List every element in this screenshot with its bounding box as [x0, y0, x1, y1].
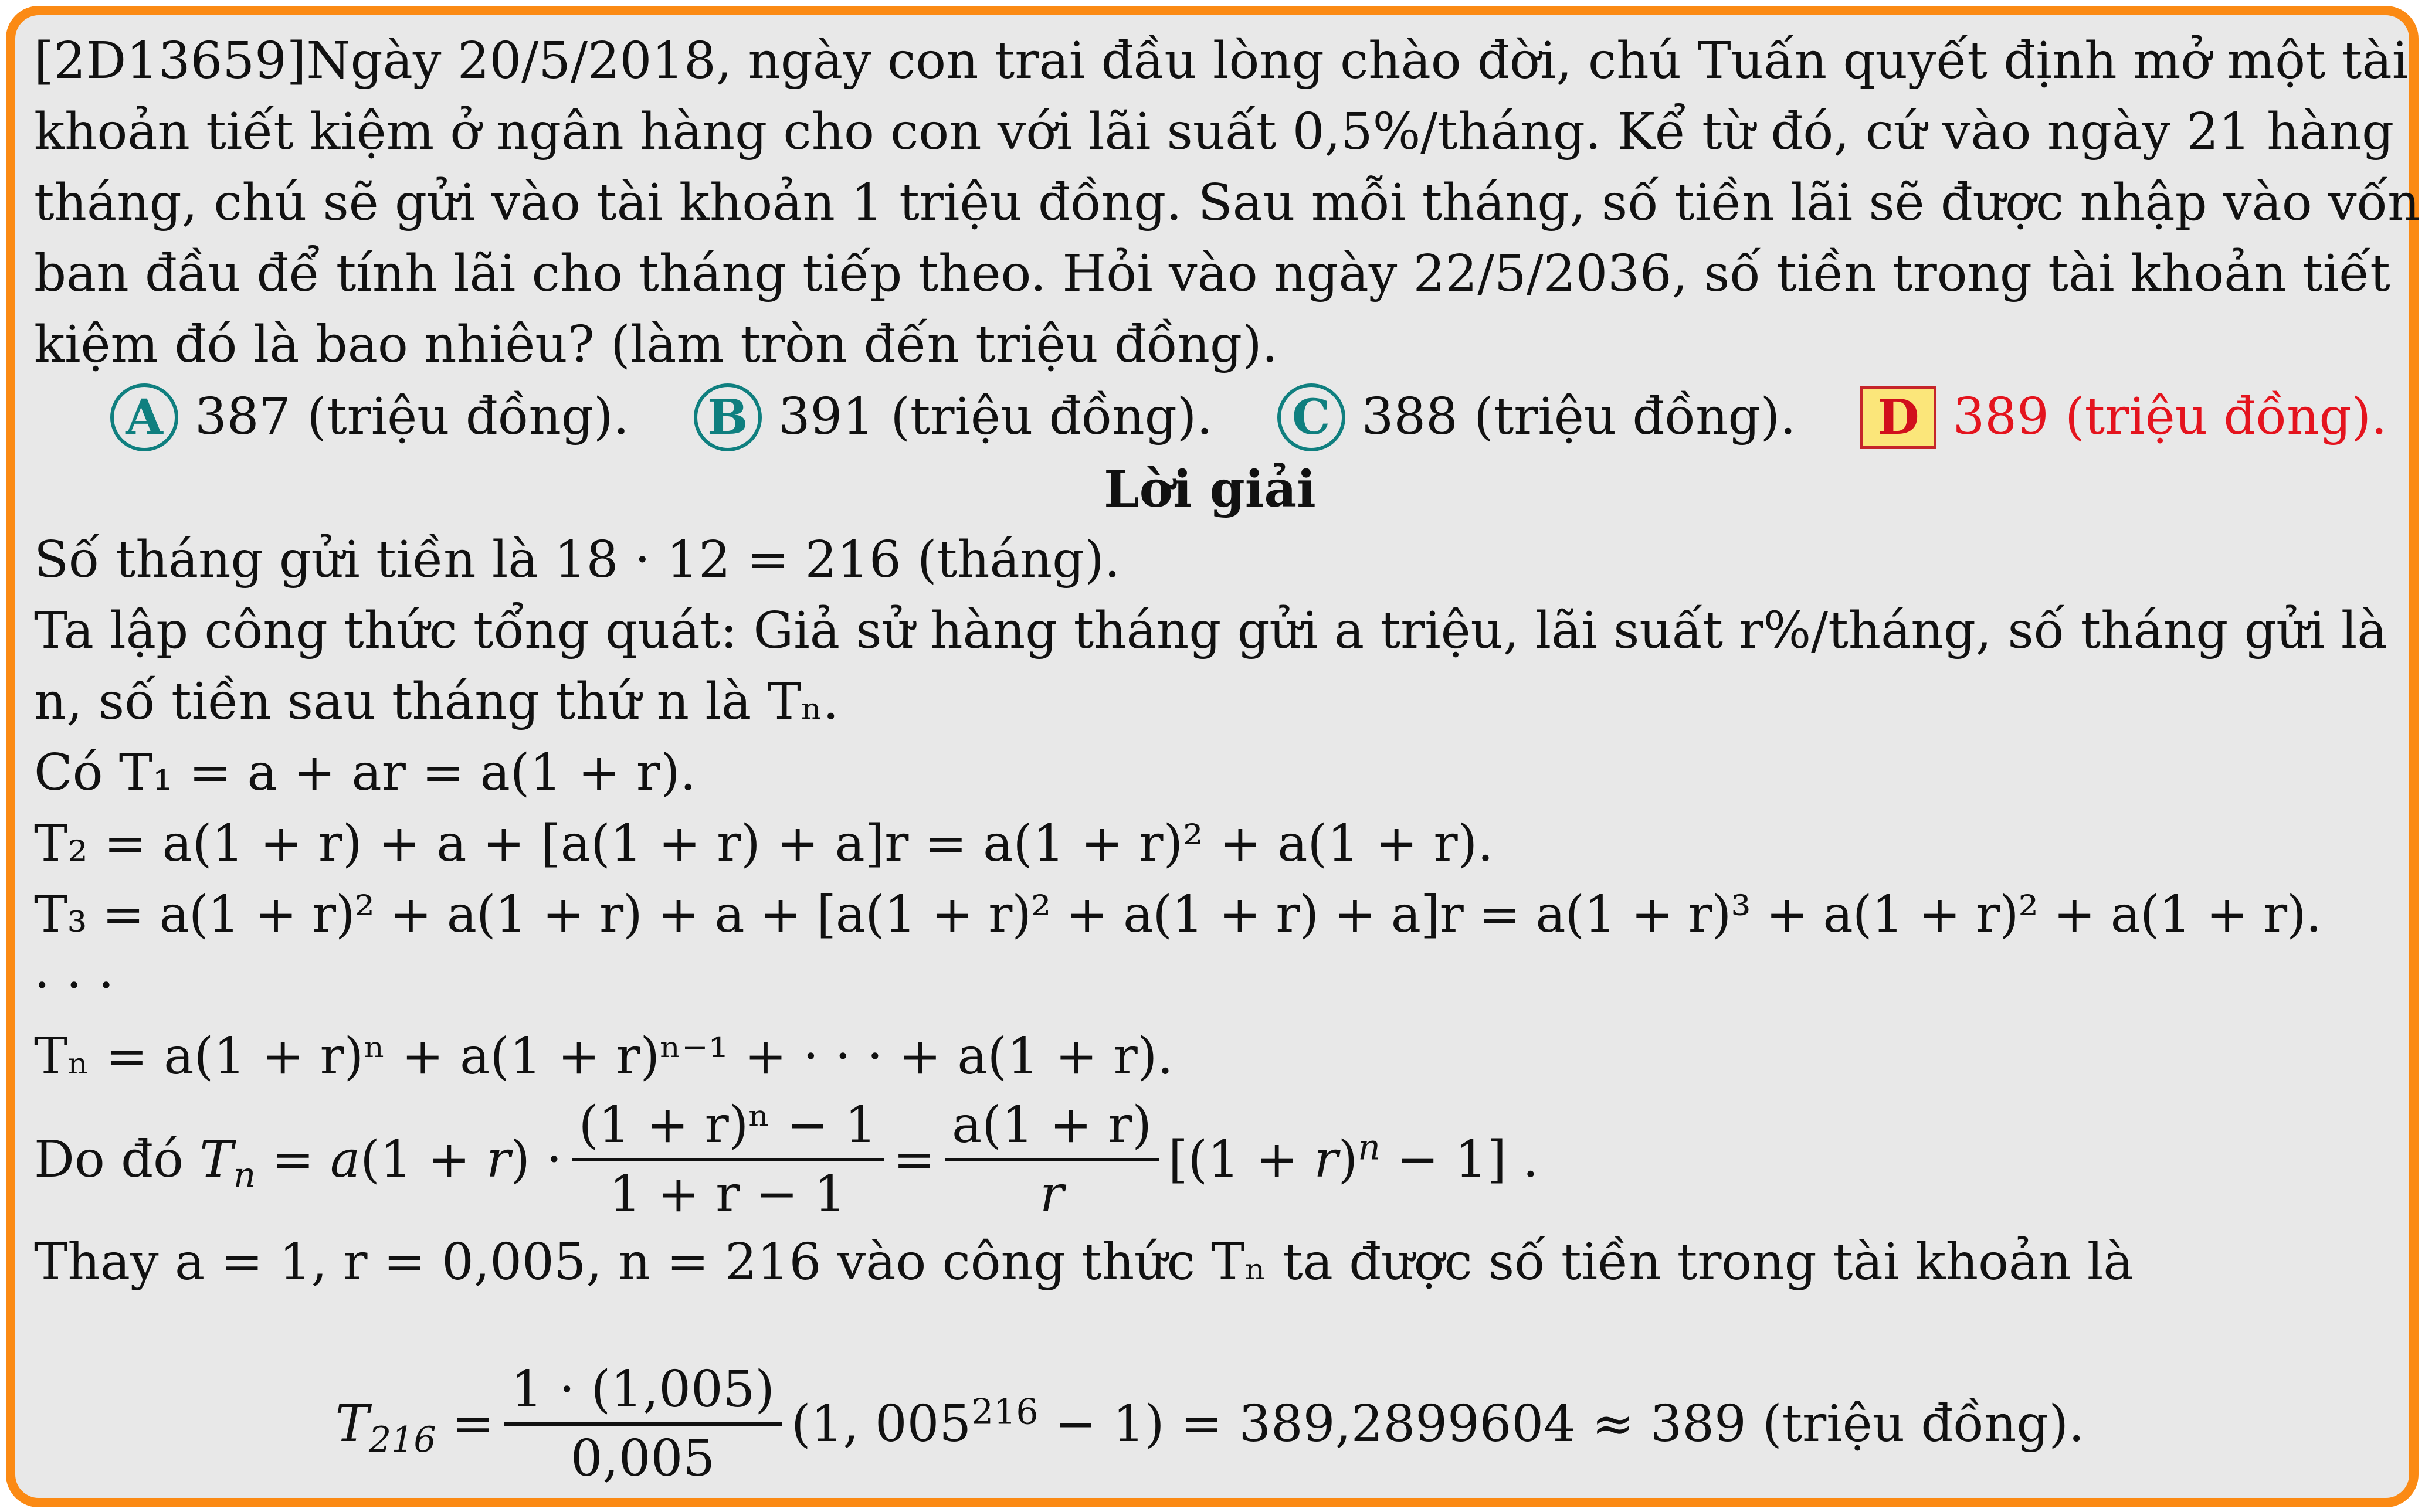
problem-line-3: tháng, chú sẽ gửi vào tài khoản 1 triệu đồng. Sau mỗi tháng, số tiền lãi sẽ được nhập vào vốn — [34, 174, 2420, 232]
solution-line-8: Thay a = 1, r = 0,005, n = 216 vào công thức Tₙ ta được số tiền trong tài khoản là — [34, 1233, 2134, 1292]
solution-line-6: T₃ = a(1 + r)² + a(1 + r) + a + [a(1 + r)² + a(1 + r) + a]r = a(1 + r)³ + a(1 + r)² + a(1 + r). — [34, 885, 2321, 944]
formula-eq-1: = a(1 + r) · — [256, 1130, 562, 1189]
fraction-2 — [945, 1092, 1159, 1227]
fraction-2-denominator: r — [1039, 1165, 1064, 1224]
choice-b[interactable] — [694, 382, 1213, 453]
final-fraction-denominator: 0,005 — [570, 1429, 715, 1488]
choice-a[interactable] — [110, 382, 629, 453]
ellipsis: · · · — [34, 956, 114, 1015]
solution-line-7: Tₙ = a(1 + r)ⁿ + a(1 + r)ⁿ⁻¹ + · · · + a(1 + r). — [34, 1027, 1174, 1086]
choice-b-marker: B — [694, 383, 762, 451]
final-result: = 389,2899604 ≈ 389 (triệu đồng). — [1180, 1394, 2085, 1453]
solution-line-3: n, số tiền sau tháng thứ n là Tₙ. — [34, 672, 839, 731]
choice-d-correct[interactable] — [1860, 382, 2387, 453]
solution-line-2: Ta lập công thức tổng quát: Giả sử hàng tháng gửi a triệu, lãi suất r%/tháng, số tháng gửi là — [34, 602, 2387, 660]
choice-d-marker: D — [1860, 386, 1936, 449]
fraction-2-numerator: a(1 + r) — [945, 1092, 1159, 1161]
answer-choices — [34, 380, 2386, 454]
formula-tail: $[(1 + r)^n - 1]$ . — [1168, 1126, 1539, 1189]
do-do-label: Do đó — [34, 1130, 184, 1189]
problem-line-1: [2D13659]Ngày 20/5/2018, ngày con trai đầu lòng chào đời, chú Tuấn quyết định mở một tài — [34, 32, 2409, 90]
formula-eq-2: = — [893, 1130, 936, 1189]
choice-c[interactable] — [1277, 382, 1796, 453]
problem-line-2: khoản tiết kiệm ở ngân hàng cho con với lãi suất 0,5%/tháng. Kể từ đó, cứ vào ngày 21 hàng — [34, 103, 2395, 161]
final-power-term: (1, $005^{216} - 1$) — [791, 1391, 1181, 1453]
problem-line-5: kiệm đó là bao nhiêu? (làm tròn đến triệu đồng). — [34, 315, 1278, 374]
final-computation — [34, 1298, 2386, 1509]
final-fraction-numerator: 1 · (1,005) — [504, 1357, 782, 1426]
general-formula — [34, 1092, 2386, 1227]
solution-line-1: Số tháng gửi tiền là 18 · 12 = 216 (tháng). — [34, 531, 1121, 589]
choice-c-text: 388 (triệu đồng). — [1361, 388, 1796, 446]
fraction-1-denominator: 1 + r − 1 — [609, 1165, 846, 1224]
choice-c-marker: C — [1277, 383, 1345, 451]
problem-line-4: ban đầu để tính lãi cho tháng tiếp theo. Hỏi vào ngày 22/5/2036, số tiền trong tài khoản tiết — [34, 244, 2390, 303]
final-fraction — [504, 1357, 782, 1491]
solution-line-4: Có T₁ = a + ar = a(1 + r). — [34, 743, 696, 802]
choice-d-text: 389 (triệu đồng). — [1952, 388, 2387, 446]
final-lhs: $T_{216}$ — [335, 1394, 436, 1460]
content-area — [34, 26, 2420, 1509]
fraction-1-numerator: (1 + r)ⁿ − 1 — [572, 1092, 884, 1161]
solution-heading: Lời giải — [1104, 460, 1316, 519]
final-eq: = — [436, 1394, 494, 1453]
fraction-1 — [572, 1092, 884, 1227]
choice-b-text: 391 (triệu đồng). — [778, 388, 1213, 446]
solution-line-5: T₂ = a(1 + r) + a + [a(1 + r) + a]r = a(1 + r)² + a(1 + r). — [34, 814, 1494, 873]
choice-a-marker: A — [110, 383, 178, 451]
formula-lhs: $T_n$ — [183, 1130, 256, 1196]
choice-a-text: 387 (triệu đồng). — [195, 388, 629, 446]
